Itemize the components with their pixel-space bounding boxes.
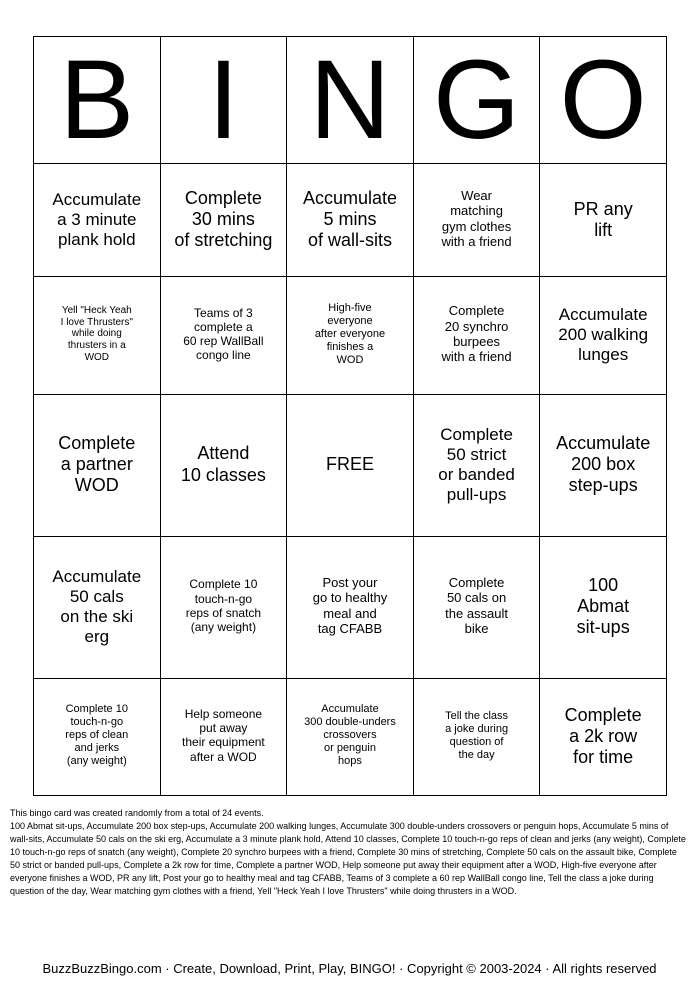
bingo-cell [413, 678, 540, 795]
bingo-cell [160, 536, 287, 678]
bingo-cell [413, 536, 540, 678]
cell-text: Complete a 2k row for time [564, 704, 642, 768]
free-space-text: FREE [325, 454, 374, 475]
cell-text: Help someone put away their equipment after a WOD [182, 707, 265, 764]
bingo-cell [34, 394, 161, 536]
cell-text: Post your go to healthy meal and tag CFABB [312, 575, 388, 637]
header-letter-o: O [540, 37, 667, 164]
bingo-cell [413, 164, 540, 277]
bingo-header-row [34, 37, 667, 164]
cell-text: Yell "Heck Yeah I love Thrusters" while doing thrusters in a WOD [60, 304, 133, 363]
cell-text: Accumulate 5 mins of wall-sits [302, 187, 397, 251]
cell-text: Attend 10 classes [180, 443, 266, 485]
bingo-cell [287, 536, 414, 678]
bingo-cell [540, 678, 667, 795]
event-list-footnote [10, 807, 689, 898]
bingo-cell [34, 678, 161, 795]
bingo-row-1 [34, 164, 667, 277]
bingo-cell [160, 678, 287, 795]
cell-text: Complete 30 mins of stretching [174, 187, 273, 251]
header-letter-n: N [287, 37, 414, 164]
cell-text: PR any lift [573, 198, 633, 240]
cell-text: Complete a partner WOD [58, 432, 136, 496]
header-letter-i: I [160, 37, 287, 164]
cell-text: Tell the class a joke during question of the day [445, 709, 509, 761]
bingo-row-4 [34, 536, 667, 678]
cell-text: Wear matching gym clothes with a friend [441, 188, 512, 250]
bingo-cell [160, 164, 287, 277]
header-letter-g: G [413, 37, 540, 164]
cell-text: Accumulate 50 cals on the ski erg [52, 566, 142, 646]
bingo-free-cell [287, 394, 414, 536]
cell-text: Teams of 3 complete a 60 rep WallBall congo line [183, 305, 264, 363]
footnote-event-list: 100 Abmat sit-ups, Accumulate 200 box step-ups, Accumulate 200 walking lunges, Accumulate 300 double-unders crossovers or penguin hops, Accumulate 5 mins of wall-sits, Accumulate 50 cals on the ski erg, Accumulate a 3 minute plank hold, Attend 10 classes, Complete 10 touch-n-go reps of clean and jerks (any weight), Complete 10 touch-n-go reps of snatch (any weight), Complete 20 synchro burpees with a friend, Complete 30 mins of stretching, Complete 50 cals on the assault bike, Complete 50 strict or banded pull-ups, Complete a 2k row for time, Complete a partner WOD, Help someone put away their equipment after a WOD, High-five everyone after everyone finishes a WOD, PR any lift, Post your go to healthy meal and tag CFABB, Teams of 3 complete a 60 rep WallBall congo line, Tell the class a joke during question of the day, Wear matching gym clothes with a friend, Yell "Heck Yeah I love Thrusters" while doing thrusters in a WOD. [10, 820, 686, 896]
bingo-cell [540, 394, 667, 536]
bingo-cell [160, 277, 287, 394]
cell-text: Complete 20 synchro burpees with a friend [441, 303, 512, 365]
cell-text: Complete 50 cals on the assault bike [445, 575, 509, 637]
bingo-cell [287, 277, 414, 394]
bingo-cell [34, 164, 161, 277]
cell-text: Complete 10 touch-n-go reps of clean and jerks (any weight) [65, 703, 129, 768]
bingo-cell [287, 164, 414, 277]
bingo-cell [540, 164, 667, 277]
cell-text: Complete 50 strict or banded pull-ups [438, 424, 515, 504]
cell-text: Accumulate 200 box step-ups [556, 432, 651, 496]
bingo-cell [540, 536, 667, 678]
cell-text: 100 Abmat sit-ups [576, 574, 630, 638]
bingo-cell [413, 394, 540, 536]
bingo-cell [34, 536, 161, 678]
bingo-cell [413, 277, 540, 394]
cell-text: Accumulate a 3 minute plank hold [52, 189, 142, 249]
bingo-row-2 [34, 277, 667, 394]
cell-text: Accumulate 300 double-unders crossovers or penguin hops [304, 703, 396, 768]
bingo-card [33, 36, 667, 796]
bingo-cell [160, 394, 287, 536]
bingo-cell [540, 277, 667, 394]
site-credit: BuzzBuzzBingo.com · Create, Download, Print, Play, BINGO! · Copyright © 2003-2024 · All rights reserved [42, 961, 657, 976]
footnote-intro: This bingo card was created randomly from a total of 24 events. [10, 808, 264, 818]
cell-text: Accumulate 200 walking lunges [558, 304, 649, 364]
bingo-row-3 [34, 394, 667, 536]
header-letter-b: B [34, 37, 161, 164]
bingo-row-5 [34, 678, 667, 795]
cell-text: High-five everyone after everyone finishes a WOD [314, 301, 386, 366]
cell-text: Complete 10 touch-n-go reps of snatch (any weight) [185, 577, 262, 634]
bingo-cell [287, 678, 414, 795]
bingo-cell [34, 277, 161, 394]
